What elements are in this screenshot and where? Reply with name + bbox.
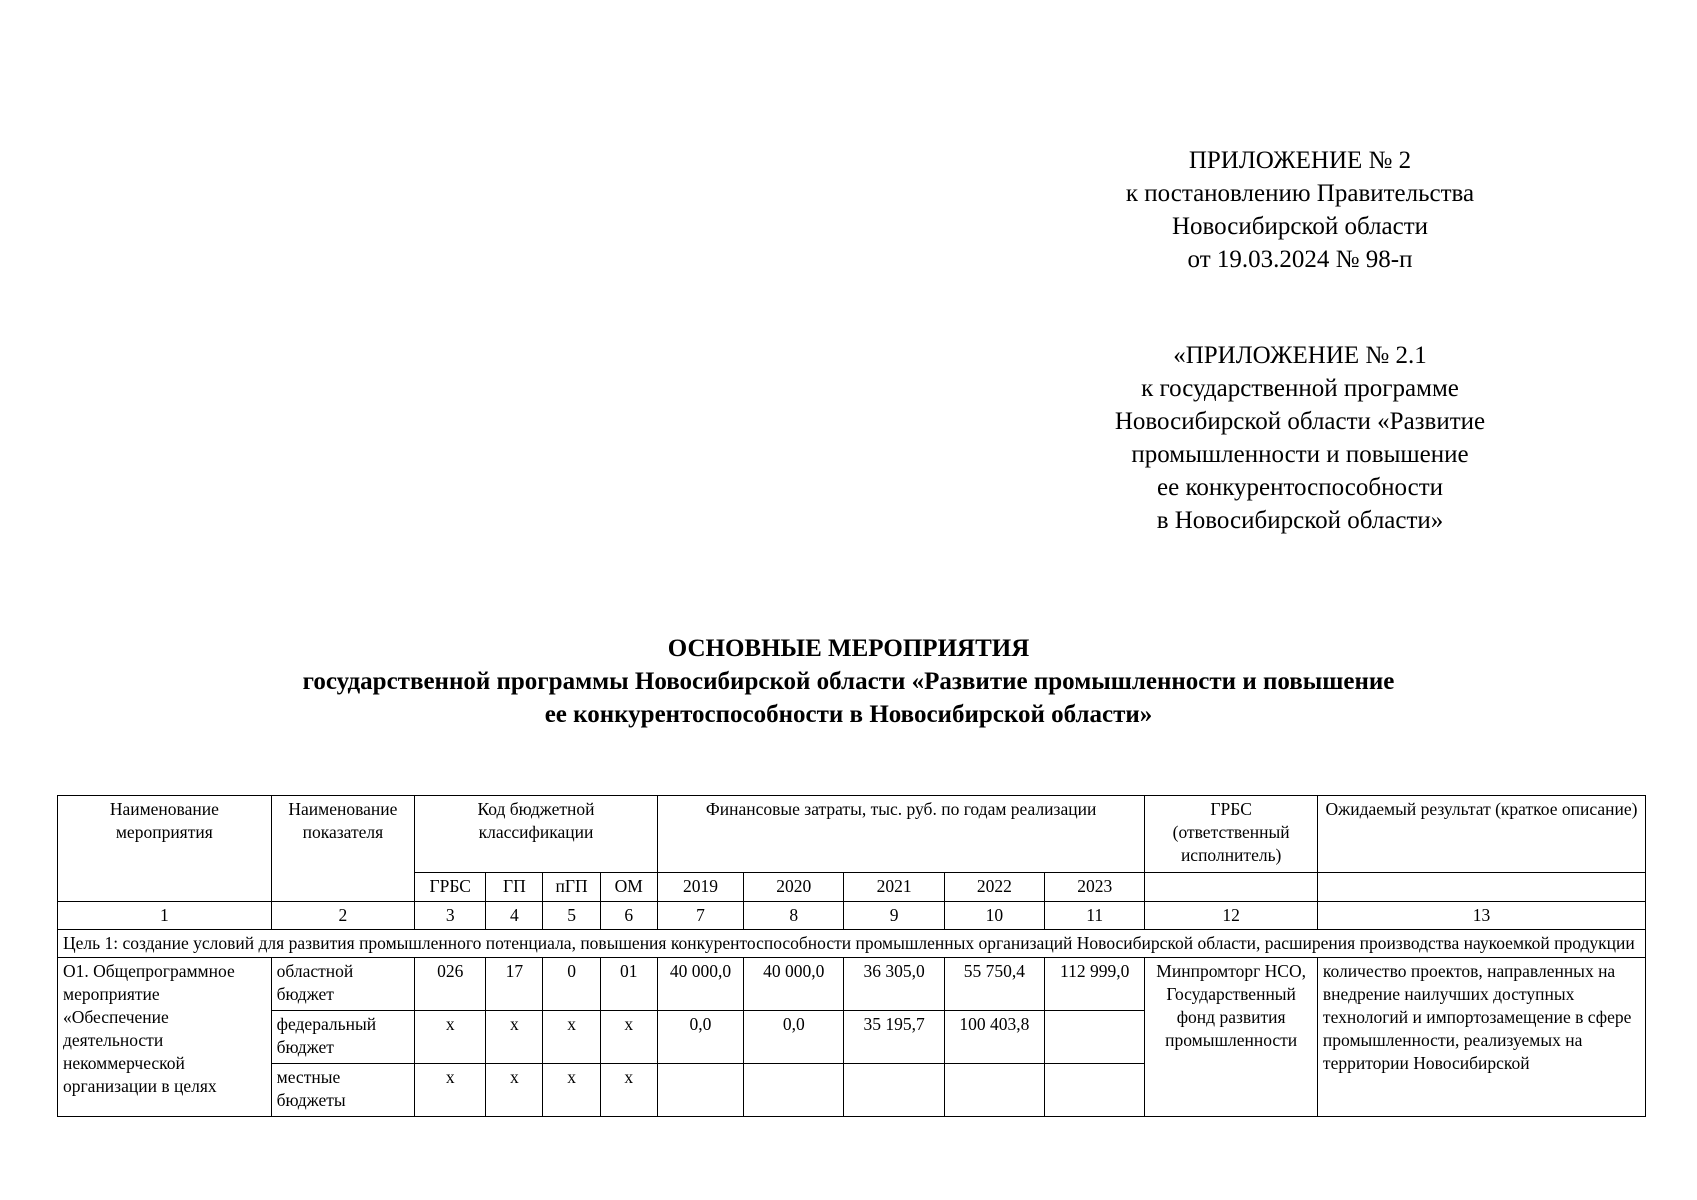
header-financing: Финансовые затраты, тыс. руб. по годам реализации <box>657 796 1145 873</box>
financing-value: 0,0 <box>744 1011 844 1064</box>
column-number: 10 <box>944 902 1044 930</box>
financing-value <box>657 1064 743 1117</box>
indicator-name: федеральный бюджет <box>271 1011 414 1064</box>
empty-cell <box>1145 873 1318 902</box>
table-row <box>58 958 1646 1011</box>
column-number: 11 <box>1045 902 1145 930</box>
header-year: 2021 <box>844 873 944 902</box>
program-appendix-header <box>1050 339 1550 537</box>
column-number: 6 <box>600 902 657 930</box>
grbs-executor: Минпромторг НСО, Государственный фонд развития промышленности <box>1145 958 1318 1117</box>
column-number: 1 <box>58 902 272 930</box>
title-line: ее конкурентоспособности в Новосибирской области» <box>544 701 1153 728</box>
column-number: 2 <box>271 902 414 930</box>
financing-value <box>1045 1064 1145 1117</box>
financing-value <box>744 1064 844 1117</box>
code-value: х <box>486 1011 543 1064</box>
code-value: 01 <box>600 958 657 1011</box>
financing-value: 35 195,7 <box>844 1011 944 1064</box>
indicator-name: местные бюджеты <box>271 1064 414 1117</box>
appendix-line: Новосибирской области «Развитие <box>1114 408 1486 435</box>
code-value: х <box>415 1011 486 1064</box>
column-number: 9 <box>844 902 944 930</box>
financing-value <box>944 1064 1044 1117</box>
column-number: 4 <box>486 902 543 930</box>
financing-value: 40 000,0 <box>744 958 844 1011</box>
column-number: 5 <box>543 902 600 930</box>
header-code-gp: ГП <box>486 873 543 902</box>
expected-result: количество проектов, направленных на внедрение наилучших доступных технологий и импортозамещение в сфере промышленности, реализуемых на территории Новосибирской <box>1317 958 1645 1117</box>
code-value: х <box>543 1011 600 1064</box>
measures-table <box>57 795 1646 1117</box>
header-year: 2020 <box>744 873 844 902</box>
financing-value: 36 305,0 <box>844 958 944 1011</box>
appendix-line: ПРИЛОЖЕНИЕ № 2 <box>1188 147 1412 174</box>
header-year: 2022 <box>944 873 1044 902</box>
measure-name: О1. Общепрограммное мероприятие «Обеспечение деятельности некоммерческой организации в целях <box>58 958 272 1117</box>
column-number: 12 <box>1145 902 1318 930</box>
header-code-om: ОМ <box>600 873 657 902</box>
financing-value: 112 999,0 <box>1045 958 1145 1011</box>
appendix-line: промышленности и повышение <box>1131 441 1469 468</box>
column-number: 3 <box>415 902 486 930</box>
code-value: х <box>486 1064 543 1117</box>
column-number: 8 <box>744 902 844 930</box>
financing-value <box>844 1064 944 1117</box>
code-value: 026 <box>415 958 486 1011</box>
header-code-grbs: ГРБС <box>415 873 486 902</box>
column-number: 13 <box>1317 902 1645 930</box>
indicator-name: областной бюджет <box>271 958 414 1011</box>
header-measure-name: Наименование мероприятия <box>58 796 272 902</box>
header-year: 2023 <box>1045 873 1145 902</box>
code-value: х <box>543 1064 600 1117</box>
appendix-line: к постановлению Правительства <box>1125 180 1475 207</box>
financing-value: 40 000,0 <box>657 958 743 1011</box>
title-line: государственной программы Новосибирской области «Развитие промышленности и повышение <box>302 668 1395 695</box>
header-expected-result: Ожидаемый результат (краткое описание) <box>1317 796 1645 873</box>
header-code-pgp: пГП <box>543 873 600 902</box>
header-indicator-name: Наименование показателя <box>271 796 414 902</box>
appendix-line: в Новосибирской области» <box>1156 507 1444 534</box>
header-grbs: ГРБС (ответственный исполнитель) <box>1145 796 1318 873</box>
header-budget-code: Код бюджетной классификации <box>415 796 658 873</box>
appendix-line: «ПРИЛОЖЕНИЕ № 2.1 <box>1173 342 1427 369</box>
goal-row <box>58 930 1646 958</box>
code-value: 0 <box>543 958 600 1011</box>
code-value: 17 <box>486 958 543 1011</box>
empty-cell <box>1317 873 1645 902</box>
title-line: ОСНОВНЫЕ МЕРОПРИЯТИЯ <box>667 635 1030 662</box>
column-number: 7 <box>657 902 743 930</box>
appendix-line: к государственной программе <box>1141 375 1459 402</box>
code-value: х <box>600 1011 657 1064</box>
code-value: х <box>600 1064 657 1117</box>
financing-value: 55 750,4 <box>944 958 1044 1011</box>
financing-value: 0,0 <box>657 1011 743 1064</box>
appendix-header <box>1050 144 1550 276</box>
header-year: 2019 <box>657 873 743 902</box>
document-title <box>0 632 1697 731</box>
appendix-line: ее конкурентоспособности <box>1157 474 1443 501</box>
goal-text: Цель 1: создание условий для развития промышленного потенциала, повышения конкурентоспособности промышленных организаций Новосибирской области, расширения производства наукоемкой продукции <box>58 930 1646 958</box>
financing-value <box>1045 1011 1145 1064</box>
appendix-line: Новосибирской области <box>1171 213 1429 240</box>
code-value: х <box>415 1064 486 1117</box>
column-number-row <box>58 902 1646 930</box>
appendix-line: от 19.03.2024 № 98-п <box>1187 246 1413 273</box>
financing-value: 100 403,8 <box>944 1011 1044 1064</box>
